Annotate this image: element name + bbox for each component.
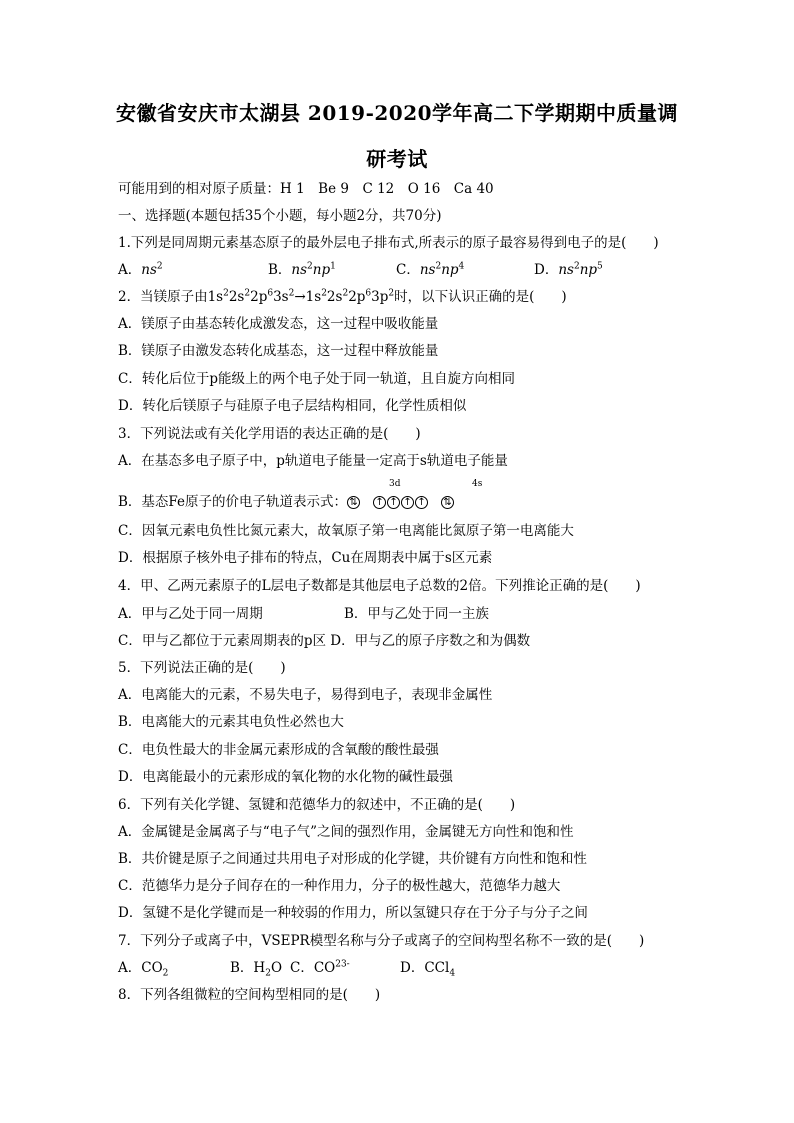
orbital-3d-5: ↑ <box>415 496 428 509</box>
q1-option-d: D．$ns^2np^5$ <box>534 261 603 278</box>
section-heading: 一、选择题(本题包括35个小题，每小题2分，共70分) <box>118 208 442 224</box>
q6-option-c: C．范德华力是分子间存在的一种作用力，分子的极性越大，范德华力越大 <box>118 878 561 894</box>
q1-options <box>118 261 603 279</box>
orbital-3d-3: ↑ <box>387 496 400 509</box>
q3-option-a: A．在基态多电子原子中，p轨道电子能量一定高于s轨道电子能量 <box>118 453 508 469</box>
q1-stem: 1.下列是同周期元素基态原子的最外层电子排布式,所表示的原子最容易得到电子的是( ) <box>118 235 659 251</box>
orbital-3d-2: ↑ <box>373 496 386 509</box>
q4-option-d: D．甲与乙的原子序数之和为偶数 <box>330 633 531 649</box>
q6-option-a: A．金属键是金属离子与“电子气”之间的强烈作用，金属键无方向性和饱和性 <box>118 824 574 840</box>
q2-option-a: A．镁原子由基态转化成激发态，这一过程中吸收能量 <box>118 316 439 332</box>
q2-option-d: D．转化后镁原子与硅原子电子层结构相同，化学性质相似 <box>118 398 467 414</box>
orbital-3d-4: ↑ <box>401 496 414 509</box>
page-title-line2: 研考试 <box>366 147 428 171</box>
q5-option-a: A．电离能大的元素，不易失电子，易得到电子，表现非金属性 <box>118 687 493 703</box>
q8-stem: 8．下列各组微粒的空间构型相同的是( ) <box>118 987 381 1003</box>
q6-stem: 6．下列有关化学键、氢键和范德华力的叙述中，不正确的是( ) <box>118 797 516 813</box>
page-title-line1: 安徽省安庆市太湖县 2019-2020学年高二下学期期中质量调 <box>115 101 679 125</box>
q4-option-a: A．甲与乙处于同一周期 <box>118 606 263 622</box>
q1-option-c: C．$ns^2np^4$ <box>396 261 465 278</box>
q4-option-b: B．甲与乙处于同一主族 <box>344 606 489 622</box>
q4-options-ab <box>118 605 489 623</box>
q6-option-d: D．氢键不是化学键而是一种较弱的作用力，所以氢键只存在于分子与分子之间 <box>118 905 588 921</box>
q3-option-d: D．根据原子核外电子排布的特点，Cu在周期表中属于s区元素 <box>118 550 493 566</box>
q7-stem: 7．下列分子或离子中，VSEPR模型名称与分子或离子的空间构型名称不一致的是( ) <box>118 933 645 949</box>
q6-option-b: B．共价键是原子之间通过共用电子对形成的化学键，共价键有方向性和饱和性 <box>118 851 587 867</box>
q4-options-cd <box>118 632 530 650</box>
q1-option-a: A．$ns^2$ <box>118 261 163 278</box>
q7-option-c: C．$CO^{23-}$ <box>290 959 350 976</box>
q7-options <box>118 959 455 977</box>
q5-stem: 5．下列说法正确的是( ) <box>118 660 286 676</box>
q5-option-d: D．电离能最小的元素形成的氧化物的水化物的碱性最强 <box>118 769 453 785</box>
q7-option-a: A．$CO_2$ <box>118 960 169 979</box>
q2-option-c: C．转化后位于p能级上的两个电子处于同一轨道，且自旋方向相同 <box>118 371 515 387</box>
q2-option-b: B．镁原子由激发态转化成基态，这一过程中释放能量 <box>118 343 439 359</box>
q4-option-c: C．甲与乙都位于元素周期表的p区 <box>118 633 326 649</box>
q3-option-b: B．基态Fe原子的价电子轨道表示式： ⇅ ↑ ↑ ↑ ↑ ⇅ <box>118 493 455 511</box>
q3-stem: 3．下列说法或有关化学用语的表达正确的是( ) <box>118 426 421 442</box>
q5-option-b: B．电离能大的元素其电负性必然也大 <box>118 714 344 730</box>
q5-option-c: C．电负性最大的非金属元素形成的含氧酸的酸性最强 <box>118 742 439 758</box>
q3-option-c: C．因氧元素电负性比氮元素大，故氧原子第一电离能比氮原子第一电离能大 <box>118 523 574 539</box>
orbital-3d-label: 3d <box>389 479 401 489</box>
q7-option-b: B．$H_2O$ <box>230 960 283 979</box>
q4-stem: 4．甲、乙两元素原子的L层电子数都是其他层电子总数的2倍。下列推论正确的是( ) <box>118 578 641 594</box>
orbital-4s: ⇅ <box>441 496 454 509</box>
orbital-4s-label: 4s <box>472 479 483 489</box>
atomic-masses: 可能用到的相对原子质量：H 1 Be 9 C 12 O 16 Ca 40 <box>118 181 494 197</box>
q7-option-d: D．CCl$_4$ <box>400 960 456 979</box>
orbital-3d-1: ⇅ <box>347 496 360 509</box>
q2-stem: 2．当镁原子由$1s^22s^22p^63s^2\to 1s^22s^22p^63p^2$时，以下认识正确的是( ) <box>118 288 567 305</box>
orbital-diagram <box>347 496 455 509</box>
q1-option-b: B．$ns^2np^1$ <box>268 261 336 278</box>
